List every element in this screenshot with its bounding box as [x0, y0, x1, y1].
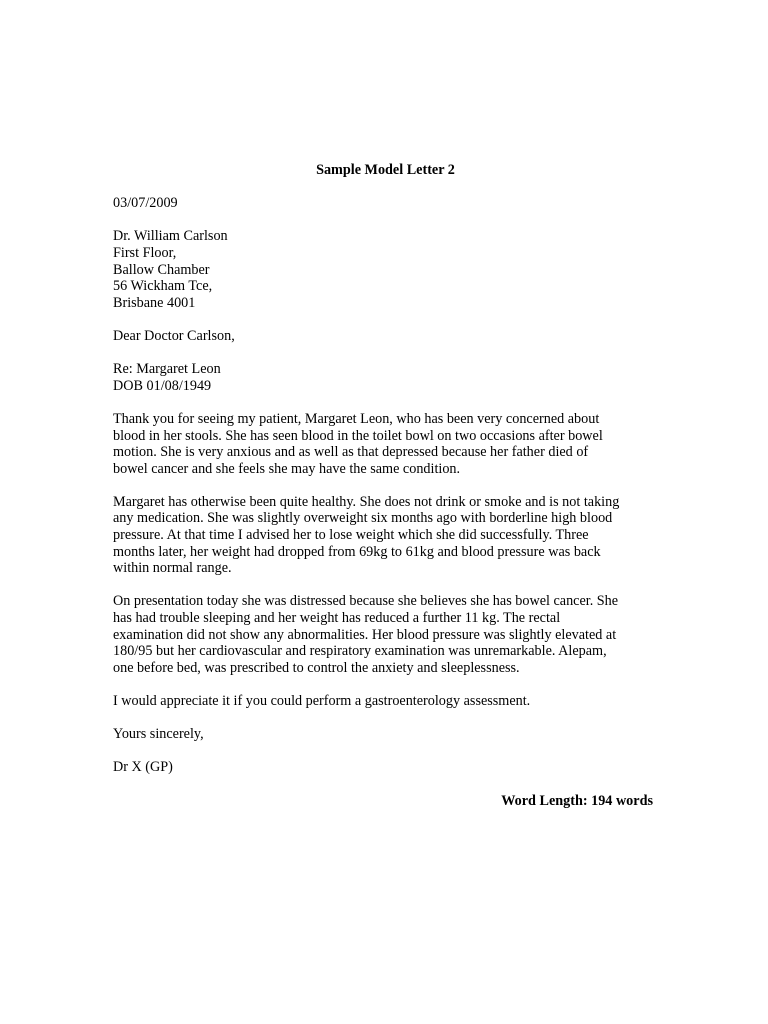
paragraph-line: 180/95 but her cardiovascular and respiratory examination was unremarkable. Alepam, [113, 643, 607, 660]
closing [113, 726, 658, 743]
paragraph-line: one before bed, was prescribed to control the anxiety and sleeplessness. [113, 659, 520, 676]
paragraph-4 [113, 693, 658, 710]
recipient-address [113, 228, 658, 311]
paragraph-line: I would appreciate it if you could perform a gastroenterology assessment. [113, 693, 531, 709]
signature [113, 759, 658, 776]
address-line: First Floor, [113, 244, 177, 261]
closing-line: Yours sincerely, [113, 726, 204, 743]
letter-body [113, 162, 658, 809]
paragraph-line: any medication. She was slightly overweight six months ago with borderline high blood [113, 510, 613, 527]
paragraph-line: Thank you for seeing my patient, Margaret Leon, who has been very concerned about [113, 410, 600, 427]
re-block [113, 361, 658, 394]
recipient-name: Dr. William Carlson [113, 228, 228, 245]
paragraph-line: Margaret has otherwise been quite healthy. She does not drink or smoke and is not taking [113, 493, 620, 510]
signature-line: Dr X (GP) [113, 759, 173, 776]
paragraph-line: pressure. At that time I advised her to lose weight which she did successfully. Three [113, 527, 589, 544]
word-length: Word Length: 194 words [501, 792, 653, 809]
paragraph-line: examination did not show any abnormalities. Her blood pressure was slightly elevated at [113, 626, 617, 643]
paragraph-3 [113, 593, 658, 676]
address-line: Ballow Chamber [113, 261, 210, 278]
paragraph-line: On presentation today she was distressed because she believes she has bowel cancer. She [113, 593, 619, 610]
paragraph-1 [113, 411, 658, 477]
salutation-line: Dear Doctor Carlson, [113, 327, 235, 344]
date-line: 03/07/2009 [113, 195, 178, 212]
paragraph-line: has had trouble sleeping and her weight has reduced a further 11 kg. The rectal [113, 610, 561, 627]
address-line: Brisbane 4001 [113, 294, 196, 311]
address-line: 56 Wickham Tce, [113, 278, 213, 295]
paragraph-line: months later, her weight had dropped from 69kg to 61kg and blood pressure was back [113, 543, 601, 560]
re-patient-line: Re: Margaret Leon [113, 361, 221, 378]
letter-date [113, 195, 658, 212]
salutation [113, 328, 658, 345]
paragraph-line: bowel cancer and she feels she may have the same condition. [113, 460, 461, 477]
re-dob-line: DOB 01/08/1949 [113, 377, 212, 394]
paragraph-line: motion. She is very anxious and as well as that depressed because her father died of [113, 444, 589, 461]
paragraph-2 [113, 494, 658, 577]
paragraph-line: within normal range. [113, 560, 232, 577]
paragraph-line: blood in her stools. She has seen blood in the toilet bowl on two occasions after bowel [113, 427, 603, 444]
letter-title: Sample Model Letter 2 [316, 162, 455, 178]
